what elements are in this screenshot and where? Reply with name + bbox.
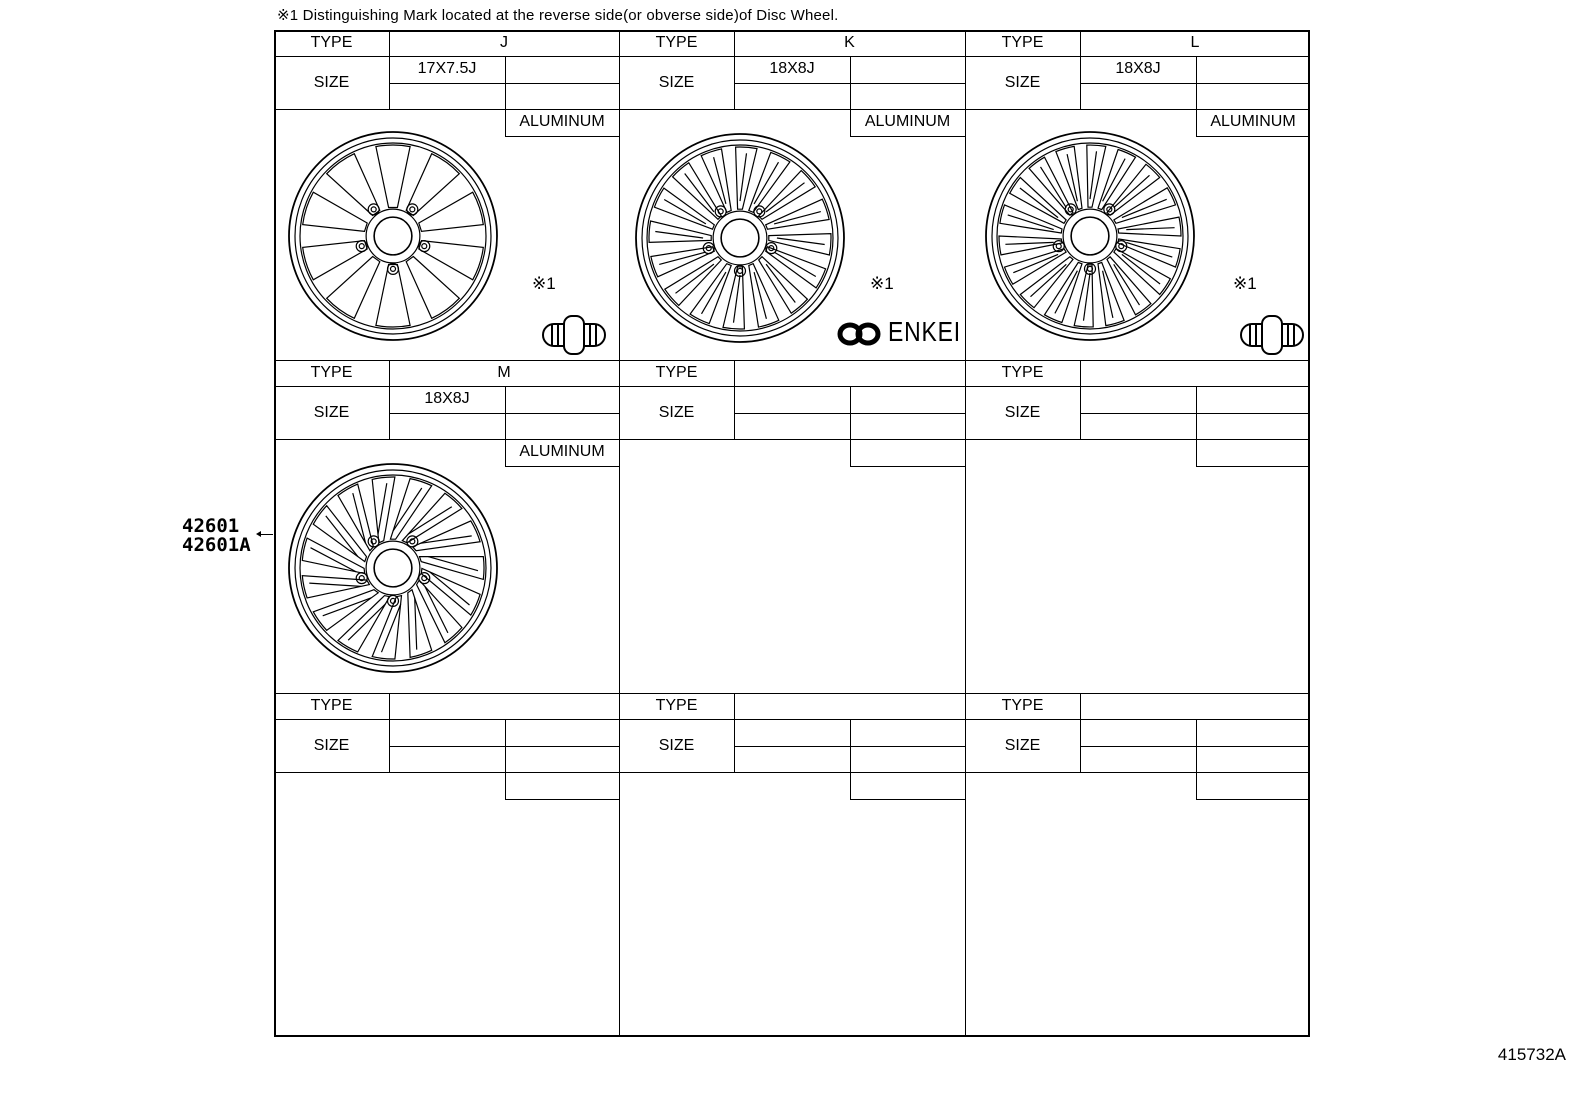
type-label: TYPE: [310, 697, 353, 714]
material-label: ALUMINUM: [519, 113, 605, 130]
leader-arrow-icon: [256, 531, 261, 537]
label-column-divider: [389, 693, 390, 772]
type-label: TYPE: [1001, 34, 1044, 51]
size-label: SIZE: [658, 74, 695, 91]
size-value-divider: [505, 719, 506, 799]
size-label: SIZE: [1004, 74, 1041, 91]
type-row-border: [965, 386, 1310, 387]
type-row-border: [274, 56, 619, 57]
size-label: SIZE: [658, 737, 695, 754]
size-value-divider: [850, 719, 851, 799]
material-box-border: [505, 466, 619, 467]
size-row-divider: [1080, 83, 1310, 84]
row-divider: [274, 693, 1310, 694]
size-row-divider: [389, 83, 619, 84]
size-label: SIZE: [313, 74, 350, 91]
material-box-border: [1196, 466, 1310, 467]
distinguishing-mark-ref: ※1: [1233, 274, 1257, 293]
part-number-42601a[interactable]: 42601A: [182, 534, 251, 556]
size-row-border: [965, 772, 1310, 773]
type-row-border: [619, 56, 965, 57]
material-box-border: [850, 799, 965, 800]
size-value-divider: [850, 386, 851, 466]
material-label: ALUMINUM: [519, 443, 605, 460]
type-row-border: [619, 386, 965, 387]
material-box-border: [1196, 136, 1310, 137]
wheel-type-l[interactable]: [984, 130, 1196, 342]
size-row-border: [619, 109, 965, 110]
size-row-divider: [1080, 746, 1310, 747]
type-value: J: [500, 34, 508, 51]
type-row-border: [619, 719, 965, 720]
type-row-border: [965, 56, 1310, 57]
material-label: ALUMINUM: [1210, 113, 1296, 130]
label-column-divider: [734, 693, 735, 772]
size-value-divider: [1196, 719, 1197, 799]
size-label: SIZE: [1004, 737, 1041, 754]
size-row-border: [619, 772, 965, 773]
material-box-border: [850, 136, 965, 137]
type-label: TYPE: [655, 364, 698, 381]
material-box-border: [505, 136, 619, 137]
type-row-border: [274, 719, 619, 720]
size-row-divider: [389, 746, 619, 747]
size-row-border: [619, 439, 965, 440]
material-box-border: [850, 466, 965, 467]
size-label: SIZE: [658, 404, 695, 421]
type-label: TYPE: [310, 364, 353, 381]
size-label: SIZE: [313, 737, 350, 754]
material-box-border: [505, 799, 619, 800]
size-value: 17X7.5J: [417, 60, 477, 77]
type-value: K: [844, 34, 855, 51]
type-value: M: [497, 364, 511, 381]
size-label: SIZE: [313, 404, 350, 421]
part-number-42601[interactable]: 42601: [182, 515, 240, 537]
enkei-logo-icon: [836, 319, 888, 349]
type-label: TYPE: [1001, 697, 1044, 714]
size-value: 18X8J: [769, 60, 815, 77]
wheel-type-j[interactable]: [287, 130, 499, 342]
size-row-border: [274, 439, 619, 440]
material-label: ALUMINUM: [864, 113, 951, 130]
size-row-border: [965, 109, 1310, 110]
type-label: TYPE: [655, 697, 698, 714]
size-value: 18X8J: [424, 390, 470, 407]
wheel-type-m[interactable]: [287, 462, 499, 674]
size-value-divider: [1196, 386, 1197, 466]
type-label: TYPE: [1001, 364, 1044, 381]
size-row-divider: [1080, 413, 1310, 414]
type-label: TYPE: [655, 34, 698, 51]
valve-logo-icon: [540, 313, 608, 357]
label-column-divider: [1080, 693, 1081, 772]
distinguishing-mark-ref: ※1: [532, 274, 556, 293]
size-row-border: [965, 439, 1310, 440]
material-box-border: [1196, 799, 1310, 800]
valve-logo-icon: [1238, 313, 1306, 357]
row-divider: [274, 360, 1310, 361]
type-value: L: [1190, 34, 1200, 51]
enkei-logo-text: ENKEI: [888, 316, 962, 347]
size-value: 18X8J: [1115, 60, 1161, 77]
distinguishing-mark-ref: ※1: [870, 274, 894, 293]
column-divider: [619, 30, 620, 1036]
distinguishing-mark-note: ※1 Distinguishing Mark located at the reverse side(or obverse side)of Disc Wheel.: [277, 7, 839, 24]
label-column-divider: [734, 360, 735, 439]
type-label: TYPE: [310, 34, 353, 51]
size-row-divider: [389, 413, 619, 414]
type-row-border: [274, 386, 619, 387]
document-id: 415732A: [1497, 1045, 1566, 1064]
wheel-type-k[interactable]: [634, 132, 846, 344]
size-row-border: [274, 109, 619, 110]
size-label: SIZE: [1004, 404, 1041, 421]
type-row-border: [965, 719, 1310, 720]
label-column-divider: [1080, 360, 1081, 439]
leader-line: [259, 534, 273, 535]
column-divider: [965, 30, 966, 1036]
size-row-border: [274, 772, 619, 773]
